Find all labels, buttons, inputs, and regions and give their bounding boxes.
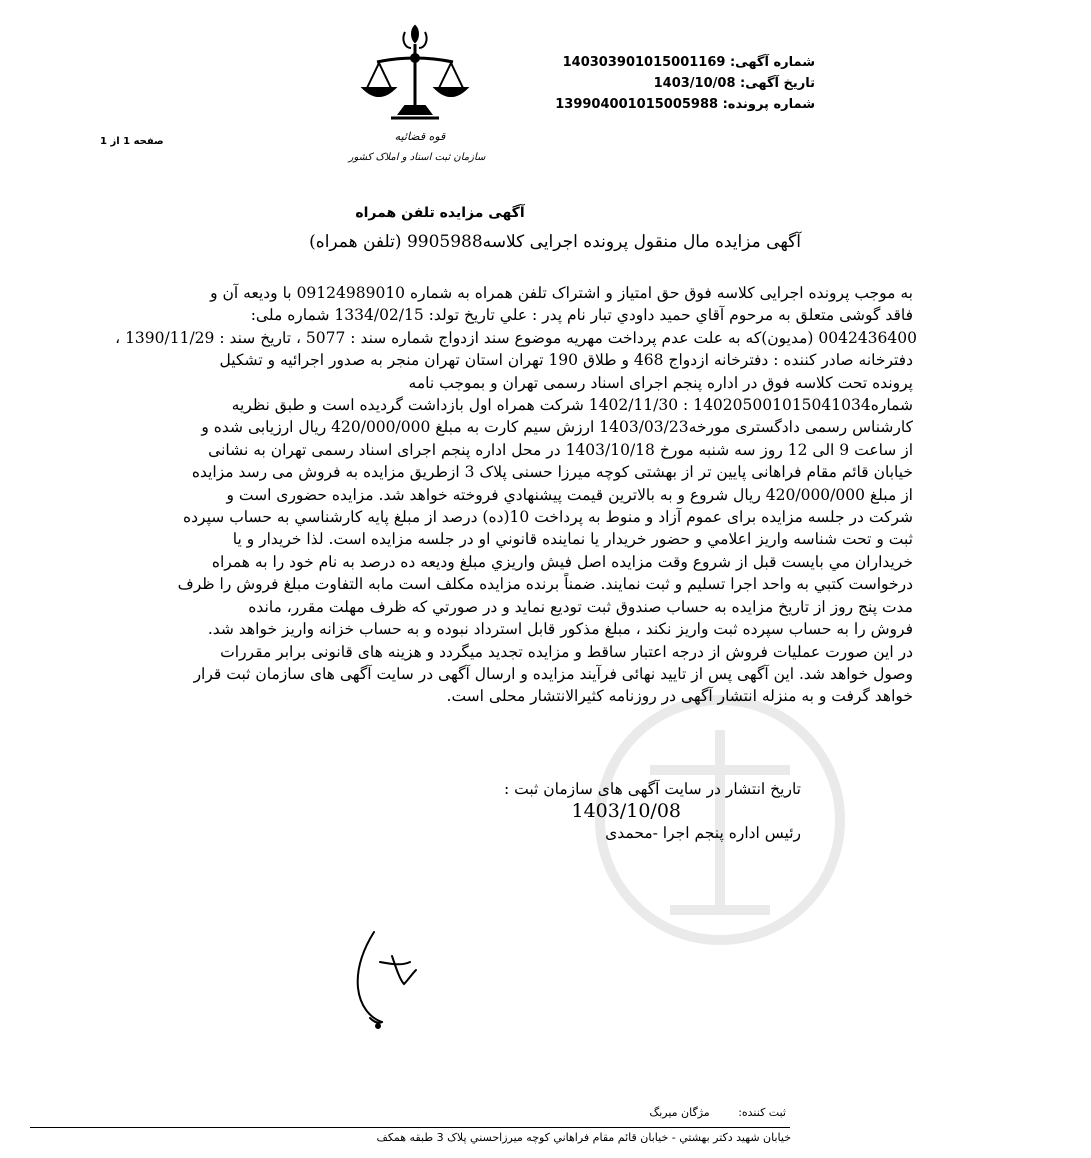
notice-title: آگهی مزایده تلفن همراه [355,205,525,221]
body-line: مدت پنج روز از تاریخ مزایده به حساب صندوق ثبت تودیع نماید و در صورتي که ظرف مهلت مقرر، مانده [248,597,913,616]
notice-number-row [563,52,815,73]
body-line: ثبت و تحت شناسه واریز اعلامي و حضور خریدار یا نماینده قانوني او در جلسه مزایده است. لذا خریدار و یا [232,530,913,549]
body-line: 0042436400 (مدیون)که به علت عدم پرداخت مهریه موضوع سند ازدواج شماره سند : 5077 ، تاریخ سند : 1390/11/29 ، [115,328,917,347]
office-address: خیابان شهید دکتر بهشتي - خیابان قائم مقام فراهاني کوچه میرزاحسني پلاک 3 طبقه همکف [376,1131,791,1144]
body-line: وصول خواهد شد. این آگهی پس از تایید نهائی فرآیند مزایده و ارسال آگهی در سایت آگهی های سازمان ثبت قرار [193,664,913,683]
logo-text-judiciary: قوه قضائیه [394,130,446,143]
notice-date-label: تاریخ آگهی: [740,76,815,91]
body-line: در این صورت عملیات فروش از درجه اعتبار ساقط و مزایده تجدید میگردد و هزینه های قانونی برابر مقررات [220,642,913,661]
body-line: خریداران مي بایست قبل از شروع وقت مزایده اصل فیش واریزي مبلغ ودیعه ده درصد به نام خود را به همراه [211,552,913,571]
notice-body [78,282,917,708]
handwritten-signature [312,918,432,1038]
logo-text-organization: سازمان ثبت اسناد و املاک کشور [348,152,486,163]
body-line: شرکت در جلسه مزایده برای عموم آزاد و منوط به پرداخت 10(ده) درصد از مبلغ پایه کارشناسي به حساب سپرده [183,508,913,527]
case-number: 139904001015005988 [555,97,719,112]
notice-date: 1403/10/08 [653,76,736,91]
body-line: به موجب پرونده اجرایی کلاسه فوق حق امتیاز و اشتراک تلفن همراه به شماره 09124989010 با ودیعه آن و [210,284,913,302]
case-number-row [555,94,815,115]
footer-divider [30,1127,790,1128]
signer: رئیس اداره پنجم اجرا -محمدی [605,824,801,842]
case-number-label: شماره پرونده: [722,97,815,112]
publish-date: 1403/10/08 [571,800,681,822]
body-line: کارشناس رسمی دادگستری مورخه1403/03/23 ارزش سیم کارت به مبلغ 420/000/000 ریال ارزیابی شده و [201,418,913,437]
notice-meta [515,52,815,122]
notice-number-label: شماره آگهی: [729,55,815,70]
registrar [649,1106,786,1119]
body-line: پرونده تحت کلاسه فوق در اداره پنجم اجرای اسناد رسمی تهران و بموجب نامه [408,373,913,392]
body-line: دفترخانه صادر کننده : دفترخانه ازدواج 468 و طلاق 190 تهران استان تهران منجر به صدور اجرائیه و تشکیل [219,351,913,370]
body-line: خیابان قائم مقام فراهانی پایین تر از بهشتی کوچه میرزا حسنی پلاک 3 ازطریق مزایده به فروش می رسد مزایده [191,463,913,482]
notice-subtitle: آگهی مزایده مال منقول پرونده اجرایی کلاسه9905988 (تلفن همراه) [309,232,801,252]
judiciary-logo [345,18,495,173]
body-line: شماره14020500101504103‌4 : 1402/11/30 شرکت همراه اول بازداشت گردیده است و طبق نظریه [231,396,913,415]
page-number: صفحه 1 از 1 [100,136,164,147]
body-line: درخواست کتبي به واحد اجرا تسلیم و ثبت نمایند. ضمناً برنده مزایده مکلف است مابه التفاوت مبلغ فروش را ظرف [177,575,913,594]
registrar-label: ثبت کننده: [738,1106,786,1119]
notice-number: 140303901015001169 [562,55,726,70]
scales-of-justice-icon [345,18,495,173]
publication-block [504,778,801,844]
body-line: خواهد گرفت و به منزله انتشار آگهی در روزنامه کثیرالانتشار محلی است. [446,687,913,706]
body-line: فاقد گوشی متعلق به مرحوم آقاي حميد داودي تبار نام پدر : علي تاريخ تولد: 1334/02/15 شماره ملی: [250,306,913,325]
body-line: فروش را به حساب سپرده ثبت واریز نکند ، مبلغ مذکور قابل استرداد نبوده و به حساب خزانه واریز خواهد شد. [207,620,913,639]
body-line: از مبلغ 420/000/000 ریال شروع و به بالاترین قیمت پیشنهادي فروخته خواهد شد. مزایده حضوری است و [226,485,913,504]
body-line: از ساعت 9 الی 12 روز سه شنبه مورخ 1403/10/18 در محل اداره پنجم اجرای اسناد رسمی تهران به نشانی [208,440,913,459]
registrar-name: مژگان میربگ [649,1106,710,1119]
publish-label: تاریخ انتشار در سایت آگهی های سازمان ثبت : [503,780,801,798]
notice-date-row [654,73,815,94]
